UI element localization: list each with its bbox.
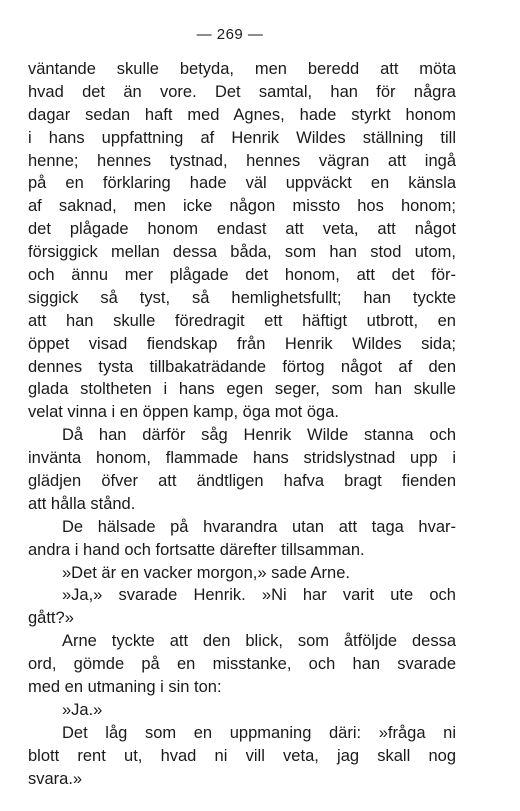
- text-line: Det låg som en uppmaning däri: »fråga ni: [62, 723, 456, 742]
- text-line: gått?»: [28, 609, 74, 628]
- text-line: blott rent ut, hvad ni vill veta, jag skall nog: [28, 746, 456, 765]
- text-line: ord, gömde på en misstanke, och han svarade: [28, 655, 456, 674]
- text-line: att hålla stånd.: [28, 494, 136, 513]
- body-text: [28, 58, 456, 791]
- text-line: det plågade honom endast att veta, att något: [28, 220, 456, 239]
- page-number: — 269 —: [196, 26, 264, 43]
- text-line: öppet visad fiendskap från Henrik Wildes sida;: [28, 334, 456, 353]
- text-line: henne; hennes tystnad, hennes vägran att ingå: [28, 151, 456, 170]
- text-line: Då han därför såg Henrik Wilde stanna och: [62, 426, 456, 445]
- text-line: »Det är en vacker morgon,» sade Arne.: [62, 563, 350, 582]
- text-line: De hälsade på hvarandra utan att taga hvar-: [62, 517, 456, 536]
- text-line: på en förklaring hade väl uppväckt en känsla: [28, 174, 456, 193]
- text-line: väntande skulle betyda, men beredd att möta: [28, 60, 456, 78]
- text-line: hvad det än vore. Det samtal, han för några: [28, 82, 456, 101]
- text-line: glädjen öfver att ändtligen hafva bragt fienden: [28, 472, 456, 491]
- text-line: glada stoltheten i hans egen seger, som han skulle: [28, 380, 456, 399]
- text-line: andra i hand och fortsatte därefter tillsamman.: [28, 540, 365, 559]
- text-line: »Ja.»: [62, 700, 103, 719]
- text-line: försiggick mellan dessa båda, som han stod utom,: [28, 243, 456, 262]
- text-line: att han skulle föredragit ett häftigt utbrott, en: [28, 311, 456, 330]
- text-line: invänta honom, flammade hans stridslystnad upp i: [28, 449, 456, 468]
- text-line: siggick så tyst, så hemlighetsfullt; han tyckte: [28, 288, 456, 307]
- text-line: i hans uppfattning af Henrik Wildes ställning till: [28, 128, 456, 147]
- text-line: dagar sedan haft med Agnes, hade styrkt honom: [28, 105, 456, 124]
- text-line: velat vinna i en öppen kamp, öga mot öga.: [28, 403, 339, 422]
- text-line: med en utmaning i sin ton:: [28, 678, 222, 697]
- text-line: svara.»: [28, 769, 83, 788]
- text-line: och ännu mer plågade det honom, att det för-: [28, 266, 456, 285]
- text-line: Arne tyckte att den blick, som åtföljde dessa: [62, 632, 456, 651]
- text-line: dennes tysta tillbakaträdande förtog något af den: [28, 357, 456, 376]
- text-line: »Ja,» svarade Henrik. »Ni har varit ute och: [62, 586, 456, 605]
- text-line: af saknad, men icke någon missto hos honom;: [28, 197, 456, 216]
